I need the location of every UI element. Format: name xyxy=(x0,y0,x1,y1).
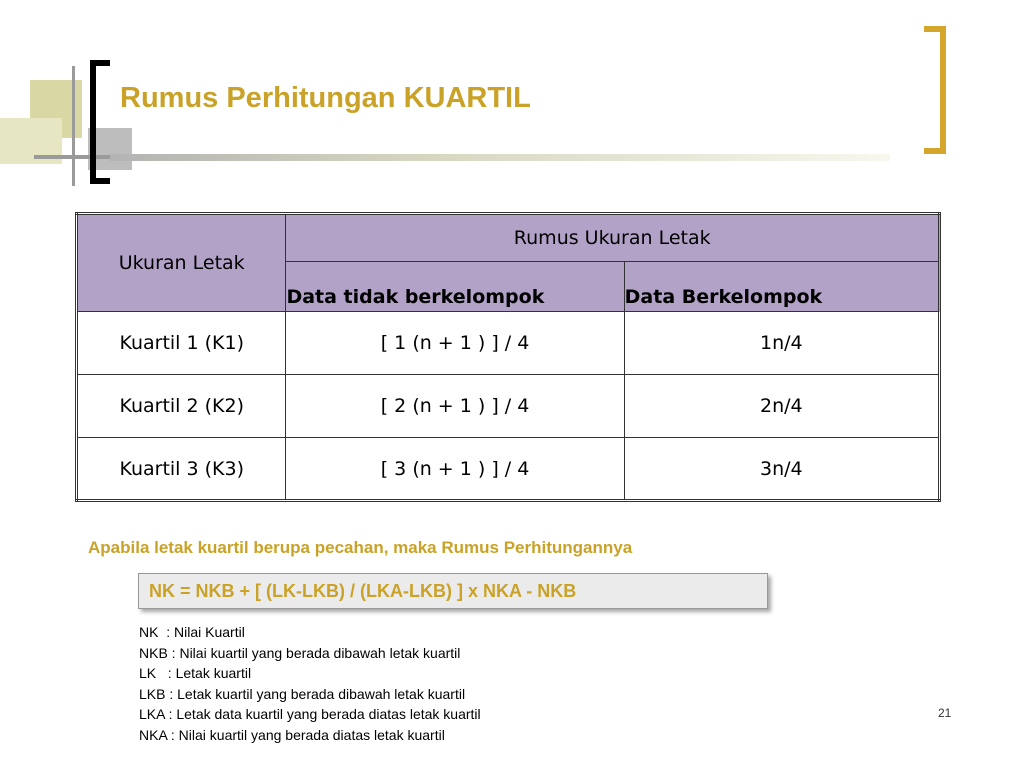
ungrouped-formula: [ 3 (n + 1 ) ] / 4 xyxy=(286,438,624,501)
table-row xyxy=(77,438,940,501)
legend-item: NKB : Nilai kuartil yang berada dibawah letak kuartil xyxy=(139,644,461,661)
grouped-formula: 3n/4 xyxy=(624,438,939,501)
header-rumus-ukuran-letak: Rumus Ukuran Letak xyxy=(286,214,940,262)
subheader-ungrouped: Data tidak berkelompok xyxy=(286,262,624,312)
ungrouped-formula: [ 2 (n + 1 ) ] / 4 xyxy=(286,375,624,438)
header-ukuran-letak: Ukuran Letak xyxy=(77,214,286,312)
grouped-formula: 1n/4 xyxy=(624,312,939,375)
page-number: 21 xyxy=(938,706,952,720)
legend-item: LK : Letak kuartil xyxy=(139,665,252,681)
symbol-legend xyxy=(139,622,481,745)
right-bracket-icon xyxy=(924,26,946,154)
subheader-grouped: Data Berkelompok xyxy=(624,262,939,312)
table-row xyxy=(77,312,940,375)
fraction-note: Apabila letak kuartil berupa pecahan, maka Rumus Perhitungannya xyxy=(88,538,633,557)
row-label: Kuartil 2 (K2) xyxy=(77,375,286,438)
left-bracket-icon xyxy=(90,60,110,184)
decorative-vertical-line xyxy=(72,66,75,186)
quartile-formula-table xyxy=(75,212,941,502)
legend-item: LKA : Letak data kuartil yang berada diatas letak kuartil xyxy=(139,706,481,722)
legend-item: NK : Nilai Kuartil xyxy=(139,624,245,640)
table-row xyxy=(77,375,940,438)
legend-item: NKA : Nilai kuartil yang berada diatas letak kuartil xyxy=(139,726,445,743)
slide-title: Rumus Perhitungan KUARTIL xyxy=(120,82,531,114)
row-label: Kuartil 1 (K1) xyxy=(77,312,286,375)
formula-text: NK = NKB + [ (LK-LKB) / (LKA-LKB) ] x NKA - NKB xyxy=(149,581,577,601)
row-label: Kuartil 3 (K3) xyxy=(77,438,286,501)
title-underline xyxy=(110,154,890,161)
ungrouped-formula: [ 1 (n + 1 ) ] / 4 xyxy=(286,312,624,375)
grouped-formula: 2n/4 xyxy=(624,375,939,438)
formula-box xyxy=(138,573,768,609)
legend-item: LKB : Letak kuartil yang berada dibawah letak kuartil xyxy=(139,685,466,702)
